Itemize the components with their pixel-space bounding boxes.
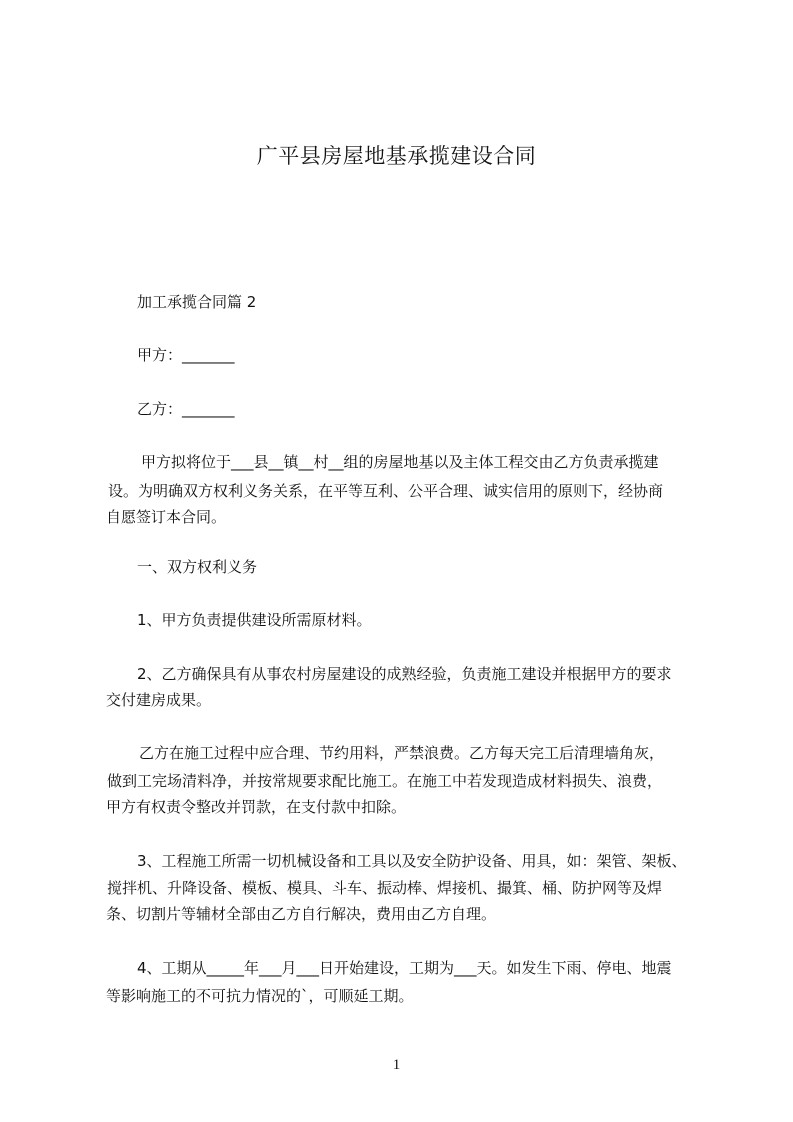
clause-2-extra-line-2: 做到工完场清料净，并按常规要求配比施工。在施工中若发现造成材料损失、浪费， bbox=[107, 772, 663, 790]
clause-3-line-2: 搅拌机、升降设备、模板、模具、斗车、振动棒、焊接机、撮箕、桶、防护网等及焊 bbox=[107, 879, 663, 897]
section-1-heading: 一、双方权利义务 bbox=[137, 558, 258, 576]
intro-line-3: 自愿签订本合同。 bbox=[106, 508, 227, 526]
clause-1: 1、甲方负责提供建设所需原材料。 bbox=[137, 611, 372, 629]
clause-2-line-1: 2、乙方确保具有从事农村房屋建设的成熟经验，负责施工建设并根据甲方的要求 bbox=[137, 665, 672, 683]
clause-4-line-1: 4、工期从_____年___月___日开始建设，工期为___天。如发生下雨、停电、地震 bbox=[137, 959, 672, 977]
clause-2-extra-line-1: 乙方在施工过程中应合理、节约用料，严禁浪费。乙方每天完工后清理墙角灰， bbox=[139, 744, 665, 762]
party-a-line: 甲方：_______ bbox=[137, 346, 235, 364]
intro-line-2: 设。为明确双方权利义务关系，在平等互利、公平合理、诚实信用的原则下，经协商 bbox=[108, 482, 664, 500]
clause-3-line-3: 条、切割片等辅材全部由乙方自行解决，费用由乙方自理。 bbox=[106, 905, 497, 923]
clause-3-line-1: 3、工程施工所需一切机械设备和工具以及安全防护设备、用具，如：架管、架板、 bbox=[137, 852, 687, 870]
party-b-line: 乙方：_______ bbox=[137, 400, 235, 418]
intro-line-1: 甲方拟将位于___县__镇__村__组的房屋地基以及主体工程交由乙方负责承揽建 bbox=[141, 453, 659, 471]
page-number: 1 bbox=[392, 1057, 401, 1073]
clause-2-line-2: 交付建房成果。 bbox=[106, 691, 212, 709]
clause-4-line-2: 等影响施工的不可抗力情况的`，可顺延工期。 bbox=[106, 987, 414, 1005]
clause-2-extra-line-3: 甲方有权责令整改并罚款，在支付款中扣除。 bbox=[106, 798, 407, 816]
document-title: 广平县房屋地基承揽建设合同 bbox=[256, 144, 537, 168]
contract-subtitle: 加工承揽合同篇 2 bbox=[137, 293, 257, 311]
